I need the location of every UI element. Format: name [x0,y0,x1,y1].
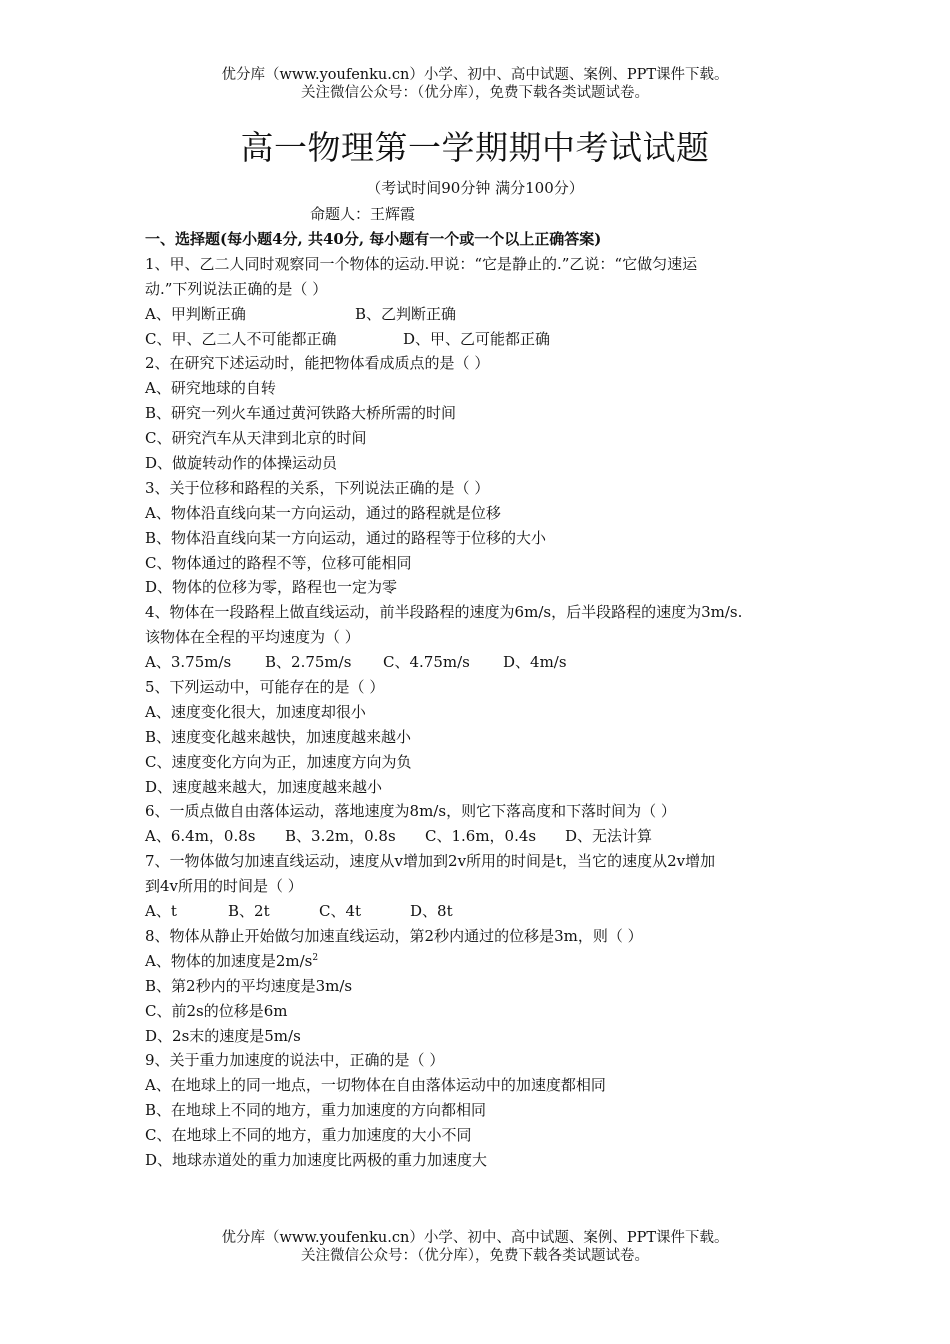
option-b: B、乙判断正确 [355,304,457,323]
superscript: 2 [312,952,319,963]
option-row [145,899,825,924]
question-stem: 8、物体从静止开始做匀加速直线运动，第2秒内通过的位移是3m，则（ ） [145,926,643,945]
question-9 [145,1048,825,1172]
option-c: C、速度变化方向为正，加速度方向为负 [145,752,412,771]
option-row [145,824,825,849]
option-d: D、4m/s [503,653,567,672]
question-stem: 7、一物体做匀加速直线运动，速度从v增加到2v所用的时间是t，当它的速度从2v增加 [145,852,716,871]
question-stem: 2、在研究下述运动时，能把物体看成质点的是（ ） [145,354,490,373]
option-a: A、研究地球的自转 [145,379,276,398]
header-line-1: 优分库（www.youfenku.cn）小学、初中、高中试题、案例、PPT课件下载。 [221,67,729,83]
option-a: A、甲判断正确 [145,304,246,323]
option-d: D、2s末的速度是5m/s [145,1026,301,1045]
question-1 [145,252,825,352]
option-d: D、无法计算 [565,827,653,846]
option-a: A、物体沿直线向某一方向运动，通过的路程就是位移 [145,503,501,522]
option-c: C、4t [319,902,362,921]
question-stem: 1、甲、乙二人同时观察同一个物体的运动.甲说：“它是静止的.”乙说：“它做匀速运 [145,254,698,273]
option-b: B、2t [228,902,270,921]
option-a [145,949,825,974]
question-4 [145,600,825,675]
option-d: D、速度越来越大，加速度越来越小 [145,777,383,796]
option-c: C、研究汽车从天津到北京的时间 [145,429,367,448]
exam-info: （考试时间90分钟 满分100分） [366,179,584,197]
option-row [145,302,825,327]
question-3 [145,476,825,600]
question-2 [145,351,825,475]
question-6 [145,799,825,849]
section-title: 一、选择题(每小题4分, 共40分, 每小题有一个或一个以上正确答案) [145,230,602,248]
footer-line-2: 关注微信公众号：（优分库），免费下载各类试题试卷。 [301,1248,649,1264]
option-c: C、1.6m，0.4s [425,827,537,846]
option-a: A、t [145,902,177,921]
question-stem: 该物体在全程的平均速度为（ ） [145,628,360,647]
page-title: 高一物理第一学期期中考试试题 [240,128,710,167]
option-a: A、速度变化很大，加速度却很小 [145,702,366,721]
header-line-2: 关注微信公众号：（优分库），免费下载各类试题试卷。 [301,85,649,101]
question-stem: 3、关于位移和路程的关系，下列说法正确的是（ ） [145,478,490,497]
page-header [0,66,950,102]
option-d: D、地球赤道处的重力加速度比两极的重力加速度大 [145,1150,488,1169]
option-b: B、物体沿直线向某一方向运动，通过的路程等于位移的大小 [145,528,547,547]
option-a: A、6.4m，0.8s [145,827,256,846]
option-c: C、在地球上不同的地方，重力加速度的大小不同 [145,1126,472,1145]
option-c: C、物体通过的路程不等，位移可能相同 [145,553,412,572]
option-a: A、3.75m/s [145,653,232,672]
option-b: B、2.75m/s [265,653,352,672]
option-b: B、研究一列火车通过黄河铁路大桥所需的时间 [145,404,457,423]
option-b: B、3.2m，0.8s [285,827,396,846]
option-d: D、8t [410,902,453,921]
option-b: B、在地球上不同的地方，重力加速度的方向都相同 [145,1101,487,1120]
option-c: C、4.75m/s [383,653,470,672]
option-row [145,650,825,675]
question-stem: 6、一质点做自由落体运动，落地速度为8m/s，则它下落高度和下落时间为（ ） [145,802,676,821]
footer-line-1: 优分库（www.youfenku.cn）小学、初中、高中试题、案例、PPT课件下载。 [221,1230,729,1246]
option-d: D、做旋转动作的体操运动员 [145,454,338,473]
page-footer [0,1229,950,1265]
exam-author: 命题人：王辉霞 [310,205,416,223]
option-c: C、甲、乙二人不可能都正确 [145,329,337,348]
option-b: B、速度变化越来越快，加速度越来越小 [145,727,412,746]
question-stem: 动.”下列说法正确的是（ ） [145,279,328,298]
option-c: C、前2s的位移是6m [145,1001,288,1020]
question-stem: 到4v所用的时间是（ ） [145,877,303,896]
option-d: D、物体的位移为零，路程也一定为零 [145,578,398,597]
option-a-text: A、物体的加速度是2m/s [145,951,313,970]
option-b: B、第2秒内的平均速度是3m/s [145,976,353,995]
option-a: A、在地球上的同一地点，一切物体在自由落体运动中的加速度都相同 [145,1076,606,1095]
exam-content [145,227,825,1173]
question-7 [145,849,825,924]
question-stem: 5、下列运动中，可能存在的是（ ） [145,678,385,697]
question-stem: 4、物体在一段路程上做直线运动，前半段路程的速度为6m/s，后半段路程的速度为3m/s. [145,603,743,622]
question-stem: 9、关于重力加速度的说法中，正确的是（ ） [145,1051,445,1070]
option-row [145,327,825,352]
option-d: D、甲、乙可能都正确 [403,329,551,348]
question-5 [145,675,825,799]
question-8 [145,924,825,1048]
